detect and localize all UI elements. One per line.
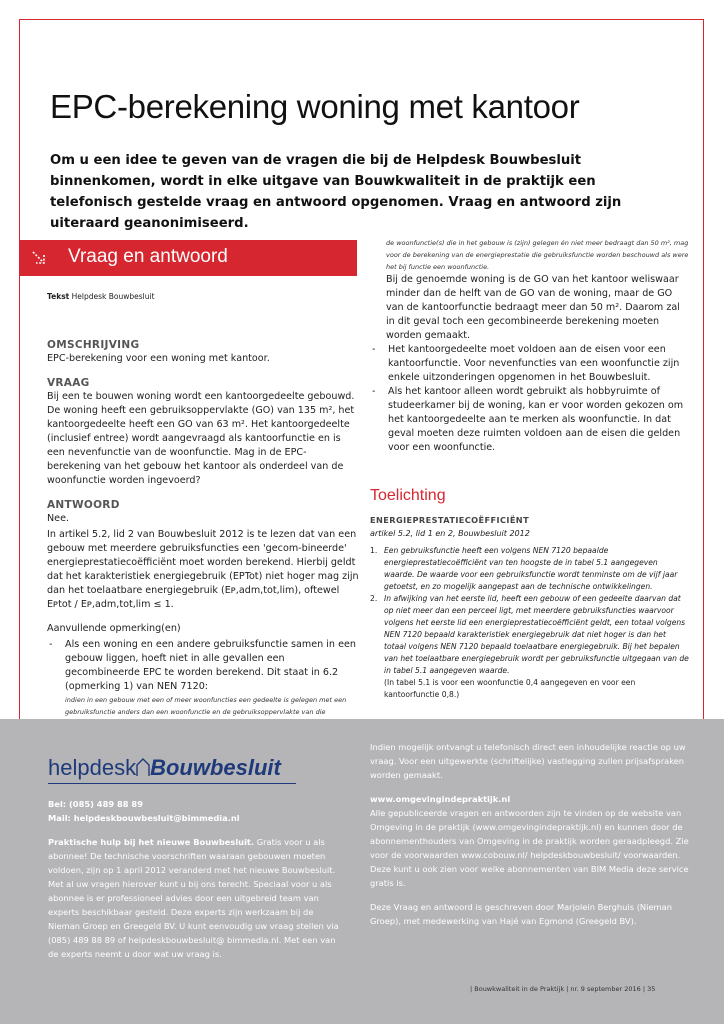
remark-1-cont: Bij de genoemde woning is de GO van het kantoor weliswaar minder dan de helft van de GO van de woning, maar de GO van de kantoorfunctie bedraagt meer dan 50 m². Daarom zal in dit geval toch een gecombineerde berekening moeten worden gemaakt. — [386, 274, 680, 341]
author-line: Tekst Helpdesk Bouwbesluit — [47, 292, 155, 301]
remark-1-quote: indien in een gebouw met een of meer woonfuncties een gedeelte is gelegen met een gebruiksfunctie anders dan een woonfunctie en de gebruiksoppervlakte van die — [65, 696, 347, 716]
website-link[interactable]: www.omgevingindepraktijk.nl — [370, 794, 511, 804]
helpdesk-right — [370, 740, 690, 928]
left-column — [47, 290, 360, 742]
remark-1: - Als een woning en een andere gebruiksfunctie samen in een gebouw liggen, hoeft niet in alle gevallen een gecombineerde EPC te worden berekend. Dit staat in 6.2 (opmerking 1) van NEN 7120: — [47, 638, 360, 694]
remark-3: - Als het kantoor alleen wordt gebruikt als hobbyruimte of studeerkamer bij de woning, kan er voor worden gekozen om het kantoorgedeelte aan te merken als woonfunctie. In dat geval moeten deze ruimten voldoen aan de eisen die gelden voor een woonfunctie. — [370, 385, 690, 455]
vraag-heading: VRAAG — [47, 377, 90, 389]
section-banner — [20, 240, 357, 276]
page-footer: | Bouwkwaliteit in de Praktijk | nr. 9 september 2016 | 35 — [470, 985, 656, 993]
antwoord-heading: ANTWOORD — [47, 499, 120, 511]
epc-heading: ENERGIEPRESTATIECOËFFICIËNT — [370, 515, 530, 525]
house-icon — [136, 757, 150, 777]
helpdesk-website-text: Alle gepubliceerde vragen en antwoorden zijn te vinden op de website van Omgeving in de praktijk (www.omgevingindepraktijk.nl) en kunnen door de abonnementhouders van Omgeving in de praktijk worden geraadpleegd. Zie voor de voorwaarden www.cobouw.nl/ helpdeskbouwbesluit/ voorwaarden. Deze kunt u ook zien voor welke abonnementen van BIM Media deze service gratis is. — [370, 808, 689, 888]
helpdesk-logo: helpdesk Bouwbesluit — [48, 755, 281, 780]
remarks-heading: Aanvullende opmerking(en) — [47, 623, 181, 634]
table-note: (In tabel 5.1 is voor een woonfunctie 0,4 aangegeven en voor een kantoorfunctie 0,8.) — [384, 678, 636, 699]
helpdesk-left — [48, 797, 348, 961]
omschrijving-heading: OMSCHRIJVING — [47, 339, 140, 351]
helpdesk-phone[interactable]: Bel: (085) 489 88 89 — [48, 799, 143, 809]
banner-title: Vraag en antwoord — [68, 246, 228, 267]
omschrijving-text: EPC-berekening voor een woning met kantoor. — [47, 353, 270, 364]
antwoord-short: Nee. — [47, 513, 70, 524]
list-item: 1. Een gebruiksfunctie heeft een volgens NEN 7120 bepaalde energieprestatiecoëfficiënt van ten hoogste de in tabel 5.1 aangegeven waarde. De waarde voor een gebruiksfunctie wordt tenminste om de vijf jaar getoetst, en zo mogelijk aangepast aan de technische ontwikkelingen. — [370, 546, 678, 591]
helpdesk-mail[interactable]: Mail: helpdeskbouwbesluit@bimmedia.nl — [48, 813, 240, 823]
logo-underline — [48, 783, 296, 784]
vraag-text: Bij een te bouwen woning wordt een kantoorgedeelte gebouwd. De woning heeft een gebruiksoppervlakte (GO) van 135 m², het kantoorgedeelte heeft een GO van 63 m². Het kantoorgedeelte (inclusief entree) wordt aangevraagd als kantoorfunctie en is een nevenfunctie van de woonfunctie. Mag in de EPC-berekening van het gebouw het kantoor als onderdeel van de woonfunctie worden ingevoerd? — [47, 391, 355, 486]
arrow-icon — [30, 249, 48, 267]
right-column — [370, 237, 690, 701]
helpdesk-promo: Praktische hulp bij het nieuwe Bouwbesluit. Gratis voor u als abonnee! De technische voorschriften waaraan gebouwen moeten voldoen, zijn op 1 april 2012 veranderd met het nieuwe Bouwbesluit. Met al uw vragen hierover kunt u bij ons terecht. Speciaal voor u als abonnee is er professioneel advies door een uitgebreid team van experts beschikbaar gesteld. Deze experts zijn werkzaam bij de Nieman Groep en Greegeld BV. U kunt eenvoudig uw vraag stellen via (085) 489 88 89 of helpdeskbouwbesluit@ bimmedia.nl. Met een van de experts neemt u door wat uw vraag is. — [48, 837, 339, 959]
page-title: EPC-berekening woning met kantoor — [50, 88, 580, 125]
epc-reference: artikel 5.2, lid 1 en 2, Bouwbesluit 2012 — [370, 529, 530, 538]
intro-text: Om u een idee te geven van de vragen die bij de Helpdesk Bouwbesluit binnenkomen, wordt in elke uitgave van Bouwkwaliteit in de praktijk een telefonisch gestelde vraag en antwoord opgenomen. Vraag en antwoord zijn uiteraard geanonimiseerd. — [50, 153, 622, 231]
remark-2: - Het kantoorgedeelte moet voldoen aan de eisen voor een kantoorfunctie. Voor nevenfuncties van een woonfunctie zijn enkele uitzonderingen opgenomen in het Bouwbesluit. — [370, 343, 690, 385]
helpdesk-credits: Deze Vraag en antwoord is geschreven door Marjolein Berghuis (Nieman Groep), met medewerking van Hajé van Egmond (Greegeld BV). — [370, 902, 672, 926]
helpdesk-reaction: Indien mogelijk ontvangt u telefonisch direct een inhoudelijke reactie op uw vraag. Voor een uitgewerkte (schriftelijke) vastlegging zullen prijsafspraken worden gemaakt. — [370, 742, 686, 780]
remark-1-quote-cont: de woonfunctie(s) die in het gebouw is (zijn) gelegen én niet meer bedraagt dan 50 m², mag voor de berekening van de energieprestatie die gebruiksfunctie worden beschouwd als were het bij functie een woonfunctie. — [386, 239, 689, 271]
list-item: 2. In afwijking van het eerste lid, heeft een gebouw of een gedeelte daarvan dat op niet meer dan een perceel ligt, met meerdere gebruiksfuncties waarvoor volgens het eerste lid een energieprestatiecoëfficiënt geldt, een totaal volgens NEN 7120 bepaald karakteristiek energiegebruik dat niet hoger is dan het totaal volgens NEN 7120 bepaald toelaatbare energiegebruik. Bij het bepalen van het toelaatbare energiegebruik wordt per gebruiksfunctie uitgegaan van de in tabel 5.1 aangegeven waarde. — [370, 594, 689, 675]
toelichting-heading: Toelichting — [370, 487, 446, 504]
antwoord-text: In artikel 5.2, lid 2 van Bouwbesluit 2012 is te lezen dat van een gebouw met meerdere gebruiksfuncties een 'gecom-bineerde' energieprestatiecoëfficiënt moet worden berekend. Hierbij geldt dat het karakteristiek energiegebruik (EPTot) niet hoger mag zijn dan het toelaatbare energiegebruik (Eᴘ,adm,tot,lim), oftewel Eᴘtot / Eᴘ,adm,tot,lim ≤ 1. — [47, 529, 359, 610]
